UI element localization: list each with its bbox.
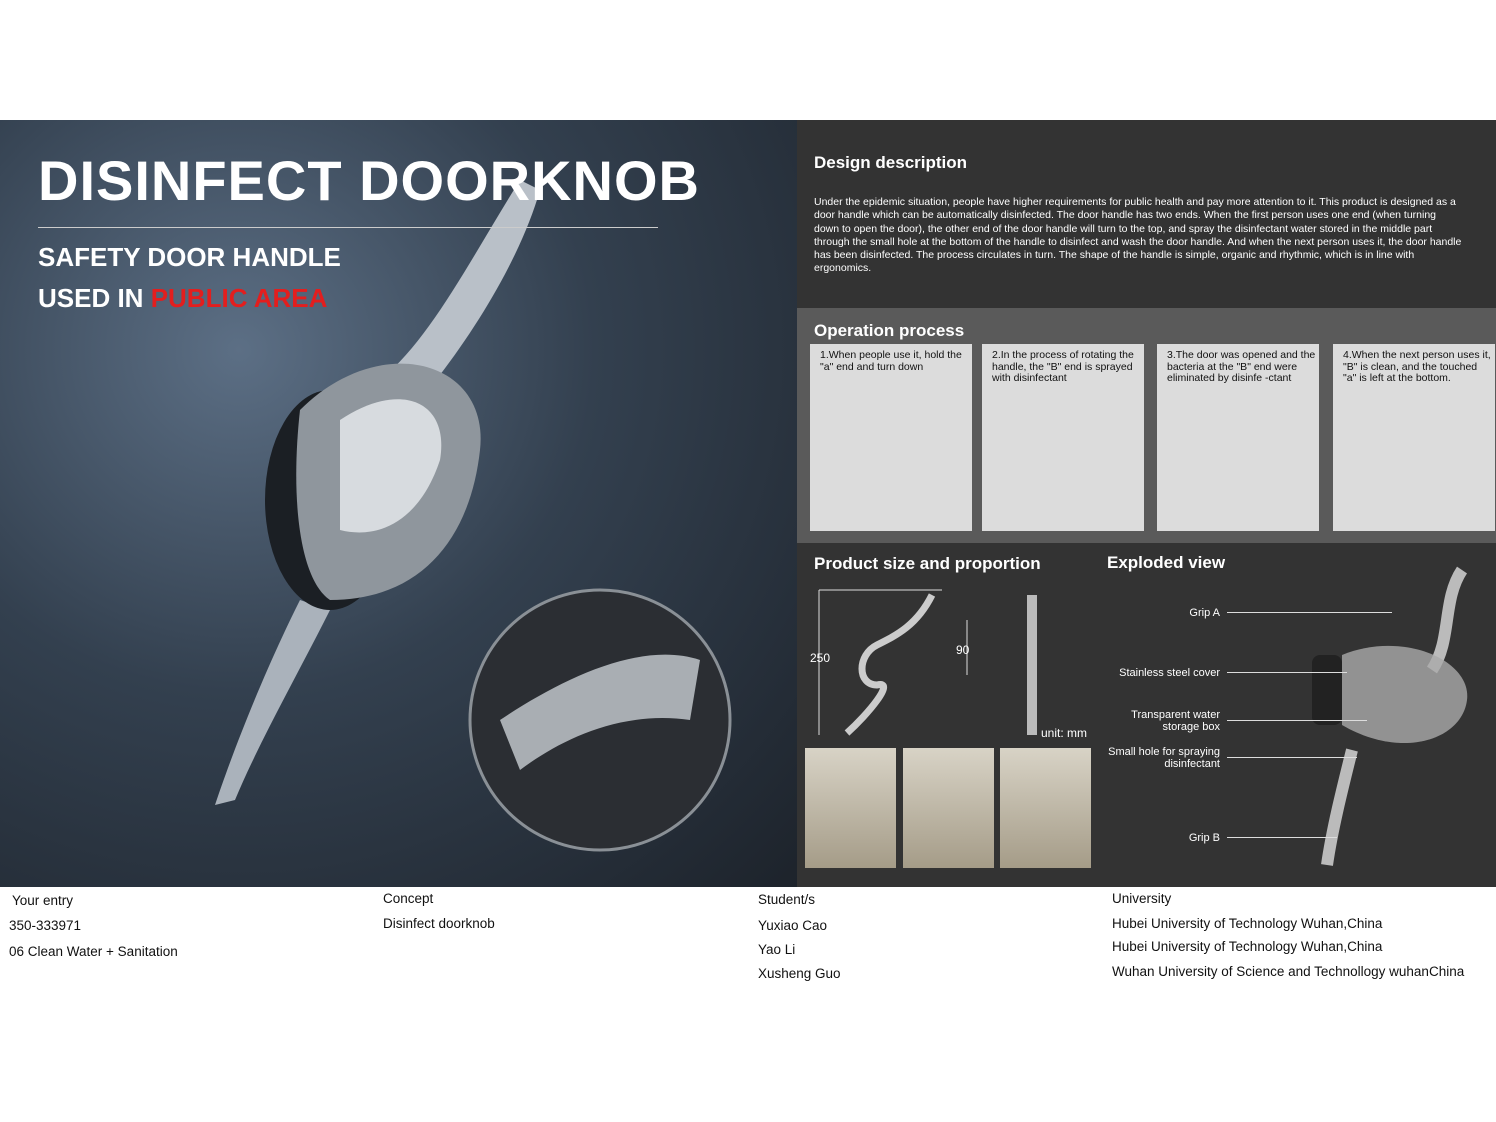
label-grip-a: Grip A xyxy=(1189,607,1220,619)
operation-step xyxy=(1157,344,1319,531)
concept-label: Concept xyxy=(383,891,434,906)
leader-line xyxy=(1227,757,1357,758)
operation-step xyxy=(982,344,1144,531)
university-name: Wuhan University of Science and Technollogy wuhanChina xyxy=(1112,964,1465,979)
step-text: 4.When the next person uses it, "B" is clean, and the touched "a" is left at the bottom. xyxy=(1343,349,1491,384)
subtitle-line1: SAFETY DOOR HANDLE xyxy=(38,242,341,272)
student-name: Yuxiao Cao xyxy=(758,918,828,933)
prototype-photo xyxy=(903,748,994,868)
dim-width: 90 xyxy=(956,643,970,657)
unit-label: unit: mm xyxy=(1041,726,1088,740)
hero-render xyxy=(0,120,797,887)
university-name: Hubei University of Technology Wuhan,China xyxy=(1112,916,1383,931)
subtitle-line2 xyxy=(38,283,327,314)
exploded-diagram xyxy=(1302,560,1482,875)
design-heading: Design description xyxy=(814,153,968,172)
entry-category: 06 Clean Water + Sanitation xyxy=(9,944,178,959)
info-panel xyxy=(797,120,1496,887)
label-small-hole: Small hole for spraying disinfectant xyxy=(1108,746,1220,770)
university-name: Hubei University of Technology Wuhan,China xyxy=(1112,939,1383,954)
step-text: 3.The door was opened and the bacteria at the "B" end were eliminated by disinfe -ctant xyxy=(1167,349,1316,384)
student-name: Xusheng Guo xyxy=(758,966,841,981)
label-water-box: Transparent water storage box xyxy=(1131,709,1220,733)
prototype-photo xyxy=(805,748,896,868)
operation-heading: Operation process xyxy=(814,321,965,340)
design-text: Under the epidemic situation, people have higher requirements for public health and pay more attention to it. This product is designed as a door handle which can be automatically disinfected. The door handle has two ends. When the first person uses one end (when turning down to open the door), the other end of the door handle will turn to the top, and spray the disinfectant water stored in the middle part through the small hole at the bottom of the handle to disinfect and wash the door handle. And when the next person uses it, the door handle has been disinfected. The process circulates in turn. The shape of the handle is simple, organic and rhythmic, which is in line with ergonomics. xyxy=(814,196,1462,275)
size-heading: Product size and proportion xyxy=(814,554,1041,573)
entry-id: 350-333971 xyxy=(9,918,82,933)
title-divider xyxy=(38,227,658,228)
student-name: Yao Li xyxy=(758,942,796,957)
operation-step xyxy=(1333,344,1495,531)
subtitle-highlight: PUBLIC AREA xyxy=(150,283,328,313)
leader-line xyxy=(1227,672,1347,673)
label-grip-b: Grip B xyxy=(1188,832,1220,844)
leader-line xyxy=(1227,612,1392,613)
exploded-heading: Exploded view xyxy=(1107,553,1226,572)
dim-length: 250 xyxy=(810,651,831,665)
students-label: Student/s xyxy=(758,892,816,907)
subtitle-prefix: USED IN xyxy=(38,283,151,313)
size-diagram xyxy=(807,585,1097,745)
university-label: University xyxy=(1112,891,1172,906)
operation-step xyxy=(810,344,972,531)
entry-label: Your entry xyxy=(12,893,74,908)
label-steel-cover: Stainless steel cover xyxy=(1119,667,1220,679)
leader-line xyxy=(1227,720,1367,721)
prototype-photo xyxy=(1000,748,1091,868)
step-text: 2.In the process of rotating the handle, the "B" end is sprayed with disinfectant xyxy=(992,349,1134,384)
concept-value: Disinfect doorknob xyxy=(383,916,495,931)
leader-line xyxy=(1227,837,1337,838)
poster-title: DISINFECT DOORKNOB xyxy=(38,149,700,212)
door-handle-render xyxy=(0,120,797,887)
operation-section xyxy=(797,308,1496,543)
step-text: 1.When people use it, hold the "a" end and turn down xyxy=(820,349,962,373)
